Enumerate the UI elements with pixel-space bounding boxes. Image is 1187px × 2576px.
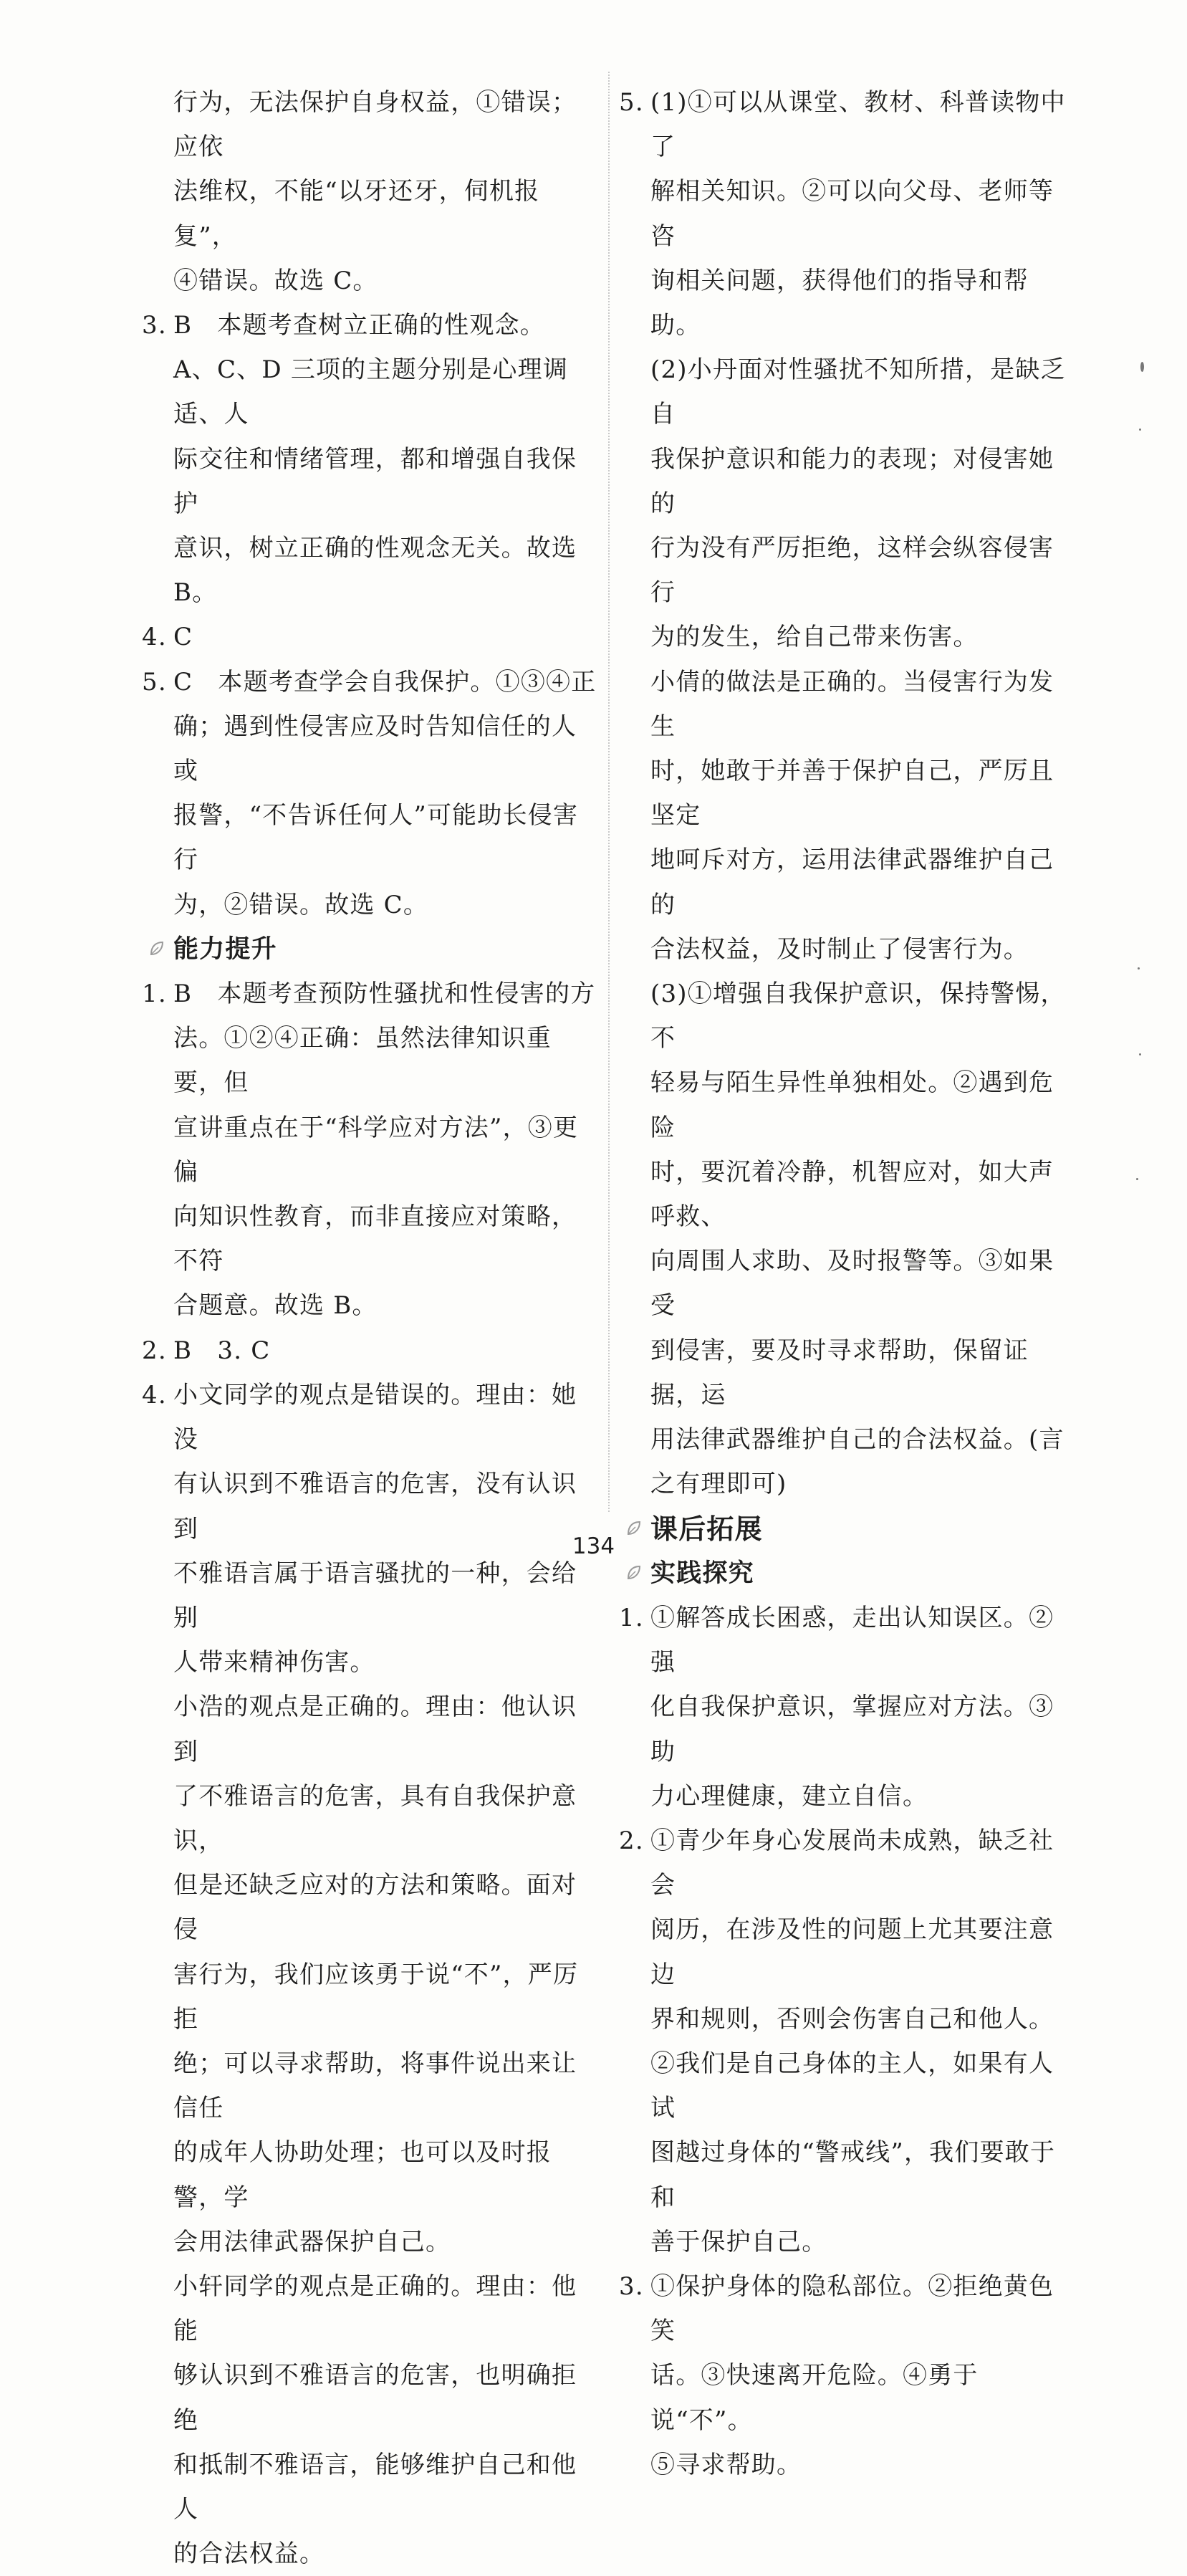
text-line: 解相关知识。②可以向父母、老师等咨 xyxy=(650,177,1054,251)
text-line: 时，要沉着冷静，机智应对，如大声呼救、 xyxy=(650,1157,1054,1232)
text-line: B 本题考查树立正确的性观念。 xyxy=(173,311,545,340)
speck xyxy=(1136,1178,1138,1180)
text-line: B 本题考查预防性骚扰和性侵害的方 xyxy=(173,980,596,1009)
text-line: 不雅语言属于语言骚扰的一种，会给别 xyxy=(173,1558,577,1632)
text-line: 时，她敢于并善于保护自己，严厉且坚定 xyxy=(650,757,1054,830)
text-line: 法。①②④正确：虽然法律知识重要，但 xyxy=(173,1024,552,1098)
text-line: A、C、D 三项的主题分别是心理调适、人 xyxy=(173,355,569,429)
item-number: 1. xyxy=(142,980,167,1009)
text-line: 力心理健康，建立自信。 xyxy=(650,1781,928,1811)
text-line: 绝；可以寻求帮助，将事件说出来让信任 xyxy=(173,2049,577,2123)
page-number: 134 xyxy=(572,1533,615,1559)
answer-item xyxy=(619,80,1077,348)
text-line: 小浩的观点是正确的。理由：他认识到 xyxy=(173,1692,577,1766)
section-title: 实践探究 xyxy=(650,1558,754,1588)
speck xyxy=(1139,1053,1141,1055)
text-line: 有认识到不雅语言的危害，没有认识到 xyxy=(173,1470,577,1543)
speck xyxy=(1138,967,1140,969)
text-line: 向周围人求助、及时报警等。③如果受 xyxy=(650,1247,1054,1321)
answer-paragraph xyxy=(619,972,1077,1506)
answer-item xyxy=(619,1819,1077,2264)
text-line: 用法律武器维护自己的合法权益。(言 xyxy=(650,1425,1065,1455)
text-line: C 本题考查学会自我保护。①③④正 xyxy=(173,667,597,696)
text-line: 到侵害，要及时寻求帮助，保留证据，运 xyxy=(650,1336,1029,1409)
text-line: 地呵斥对方，运用法律武器维护自己的 xyxy=(650,846,1054,919)
text-line: 和抵制不雅语言，能够维护自己和他人 xyxy=(173,2450,577,2524)
text-line: 轻易与陌生异性单独相处。②遇到危险 xyxy=(650,1068,1054,1142)
text-line: 小文同学的观点是错误的。理由：她没 xyxy=(173,1380,577,1455)
answer-paragraph xyxy=(619,660,1077,972)
text-line: 图越过身体的“警戒线”，我们要敢于和 xyxy=(650,2138,1056,2212)
text-line: 小倩的做法是正确的。当侵害行为发生 xyxy=(650,667,1054,741)
item-number: 1. xyxy=(619,1603,644,1632)
text-line: 人带来精神伤害。 xyxy=(173,1648,375,1677)
text-line: 但是还缺乏应对的方法和策略。面对侵 xyxy=(173,1871,577,1945)
text-line: ⑤寻求帮助。 xyxy=(650,2450,802,2479)
text-line: ④错误。故选 C。 xyxy=(173,266,378,295)
text-line: (2)小丹面对性骚扰不知所措，是缺乏自 xyxy=(650,355,1066,429)
item-number: 4. xyxy=(142,1380,167,1409)
text-line: ①青少年身心发展尚未成熟，缺乏社会 xyxy=(650,1826,1054,1900)
text-line: 为，②错误。故选 C。 xyxy=(173,890,429,919)
speck xyxy=(1139,428,1141,431)
item-number: 3. xyxy=(142,311,167,340)
right-column xyxy=(619,80,1077,2487)
section-title: 能力提升 xyxy=(173,934,277,964)
text-line: 合法权益，及时制止了侵害行为。 xyxy=(650,934,1029,964)
item-number: 2. xyxy=(142,1336,167,1365)
left-column xyxy=(142,80,600,2576)
text-line: 话。③快速离开危险。④勇于说“不”。 xyxy=(650,2361,979,2435)
text-line: 行为，无法保护自身权益，①错误；应依 xyxy=(173,88,577,162)
text-line: 法维权，不能“以牙还牙，伺机报复”， xyxy=(173,177,540,251)
answer-item xyxy=(619,1596,1077,1819)
text-line: ②我们是自己身体的主人，如果有人试 xyxy=(650,2049,1054,2123)
item-number: 5. xyxy=(142,667,167,696)
leaf-bullet-icon xyxy=(149,940,165,957)
text-line: 小轩同学的观点是正确的。理由：他能 xyxy=(173,2271,577,2346)
text-line: 害行为，我们应该勇于说“不”，严厉拒 xyxy=(173,1960,579,2034)
item-number: 3. xyxy=(619,2271,644,2301)
text-line: 了不雅语言的危害，具有自我保护意识， xyxy=(173,1781,577,1855)
text-line: ①保护身体的隐私部位。②拒绝黄色笑 xyxy=(650,2271,1054,2346)
text-line: B 3. C xyxy=(173,1336,271,1365)
text-line: 合题意。故选 B。 xyxy=(173,1291,378,1321)
text-line: 我保护意识和能力的表现；对侵害她的 xyxy=(650,444,1054,518)
text-line: ①解答成长困惑，走出认知误区。②强 xyxy=(650,1603,1054,1677)
section-title: 课后拓展 xyxy=(650,1513,763,1545)
answer-item xyxy=(142,1328,600,1373)
text-line: 阅历，在涉及性的问题上尤其要注意边 xyxy=(650,1915,1054,1989)
text-line: (3)①增强自我保护意识，保持警惕，不 xyxy=(650,980,1066,1053)
answer-item xyxy=(619,2264,1077,2487)
text-line: 际交往和情绪管理，都和增强自我保护 xyxy=(173,444,577,518)
item-number: 2. xyxy=(619,1826,644,1855)
text-line: 为的发生，给自己带来伤害。 xyxy=(650,623,979,652)
answer-paragraph xyxy=(142,1685,600,2264)
text-line: 报警，“不告诉任何人”可能助长侵害行 xyxy=(173,801,579,875)
answer-continuation xyxy=(142,80,600,303)
answer-paragraph xyxy=(619,348,1077,659)
text-line: 询相关问题，获得他们的指导和帮助。 xyxy=(650,266,1029,340)
text-line: 化自我保护意识，掌握应对方法。③助 xyxy=(650,1692,1054,1766)
text-line: 的合法权益。 xyxy=(173,2539,325,2569)
text-line: 够认识到不雅语言的危害，也明确拒绝 xyxy=(173,2361,577,2435)
column-divider xyxy=(608,72,610,1512)
answer-item xyxy=(142,972,600,1328)
item-number: 4. xyxy=(142,623,167,652)
speck xyxy=(1140,362,1144,372)
leaf-bullet-icon xyxy=(626,1564,642,1581)
answer-item xyxy=(142,615,600,659)
text-line: 善于保护自己。 xyxy=(650,2227,827,2256)
text-line: 确；遇到性侵害应及时告知信任的人或 xyxy=(173,712,577,786)
section-heading-nengli-tisheng xyxy=(142,927,600,972)
text-line: 界和规则，否则会伤害自己和他人。 xyxy=(650,2004,1054,2034)
item-number: 5. xyxy=(619,88,644,117)
text-line: 宣讲重点在于“科学应对方法”，③更偏 xyxy=(173,1113,579,1187)
text-line: 行为没有严厉拒绝，这样会纵容侵害行 xyxy=(650,534,1054,608)
text-line: 向知识性教育，而非直接应对策略，不符 xyxy=(173,1202,577,1276)
answer-item xyxy=(142,660,600,927)
text-line: 的成年人协助处理；也可以及时报警，学 xyxy=(173,2138,552,2212)
text-line: (1)①可以从课堂、教材、科普读物中了 xyxy=(650,88,1066,162)
answer-item xyxy=(142,303,600,615)
text-line: 之有理即可) xyxy=(650,1470,787,1499)
text-line: C xyxy=(173,623,193,652)
answer-paragraph xyxy=(142,2264,600,2576)
text-line: 会用法律武器保护自己。 xyxy=(173,2227,451,2256)
text-line: 意识，树立正确的性观念无关。故选 B。 xyxy=(173,534,577,608)
answer-item xyxy=(142,1373,600,1685)
